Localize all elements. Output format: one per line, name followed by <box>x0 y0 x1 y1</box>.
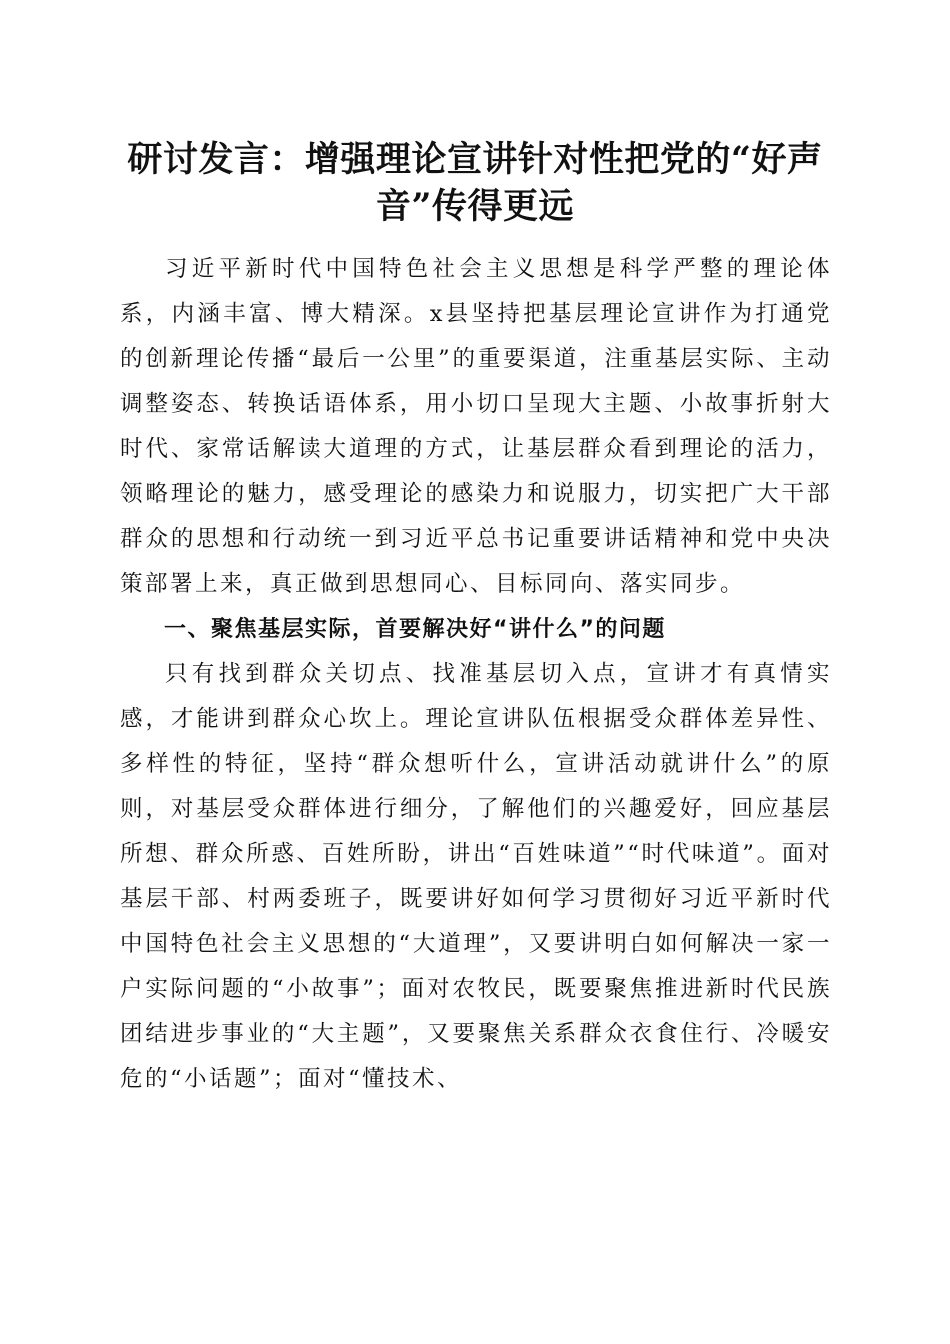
intro-paragraph: 习近平新时代中国特色社会主义思想是科学严整的理论体系，内涵丰富、博大精深。x县坚持把基层理论宣讲作为打通党的创新理论传播“最后一公里”的重要渠道，注重基层实际、主动调整姿态、转换话语体系，用小切口呈现大主题、小故事折射大时代、家常话解读大道理的方式，让基层群众看到理论的活力，领略理论的魅力，感受理论的感染力和说服力，切实把广大干部群众的思想和行动统一到习近平总书记重要讲话精神和党中央决策部署上来，真正做到思想同心、目标同向、落实同步。 <box>120 256 832 597</box>
document-body <box>120 247 832 1102</box>
section-heading: 一、聚焦基层实际，首要解决好“讲什么”的问题 <box>164 617 666 642</box>
section-paragraph: 只有找到群众关切点、找准基层切入点，宣讲才有真情实感，才能讲到群众心坎上。理论宣讲队伍根据受众群体差异性、多样性的特征，坚持“群众想听什么，宣讲活动就讲什么”的原则，对基层受众群体进行细分，了解他们的兴趣爱好，回应基层所想、群众所惑、百姓所盼，讲出“百姓味道”“时代味道”。面对基层干部、村两委班子，既要讲好如何学习贯彻好习近平新时代中国特色社会主义思想的“大道理”，又要讲明白如何解决一家一户实际问题的“小故事”；面对农牧民，既要聚焦推进新时代民族团结进步事业的“大主题”，又要聚焦关系群众衣食住行、冷暖安危的“小话题”；面对“懂技术、 <box>120 661 832 1092</box>
document-title: 研讨发言：增强理论宣讲针对性把党的“好声音”传得更远 <box>127 139 823 227</box>
